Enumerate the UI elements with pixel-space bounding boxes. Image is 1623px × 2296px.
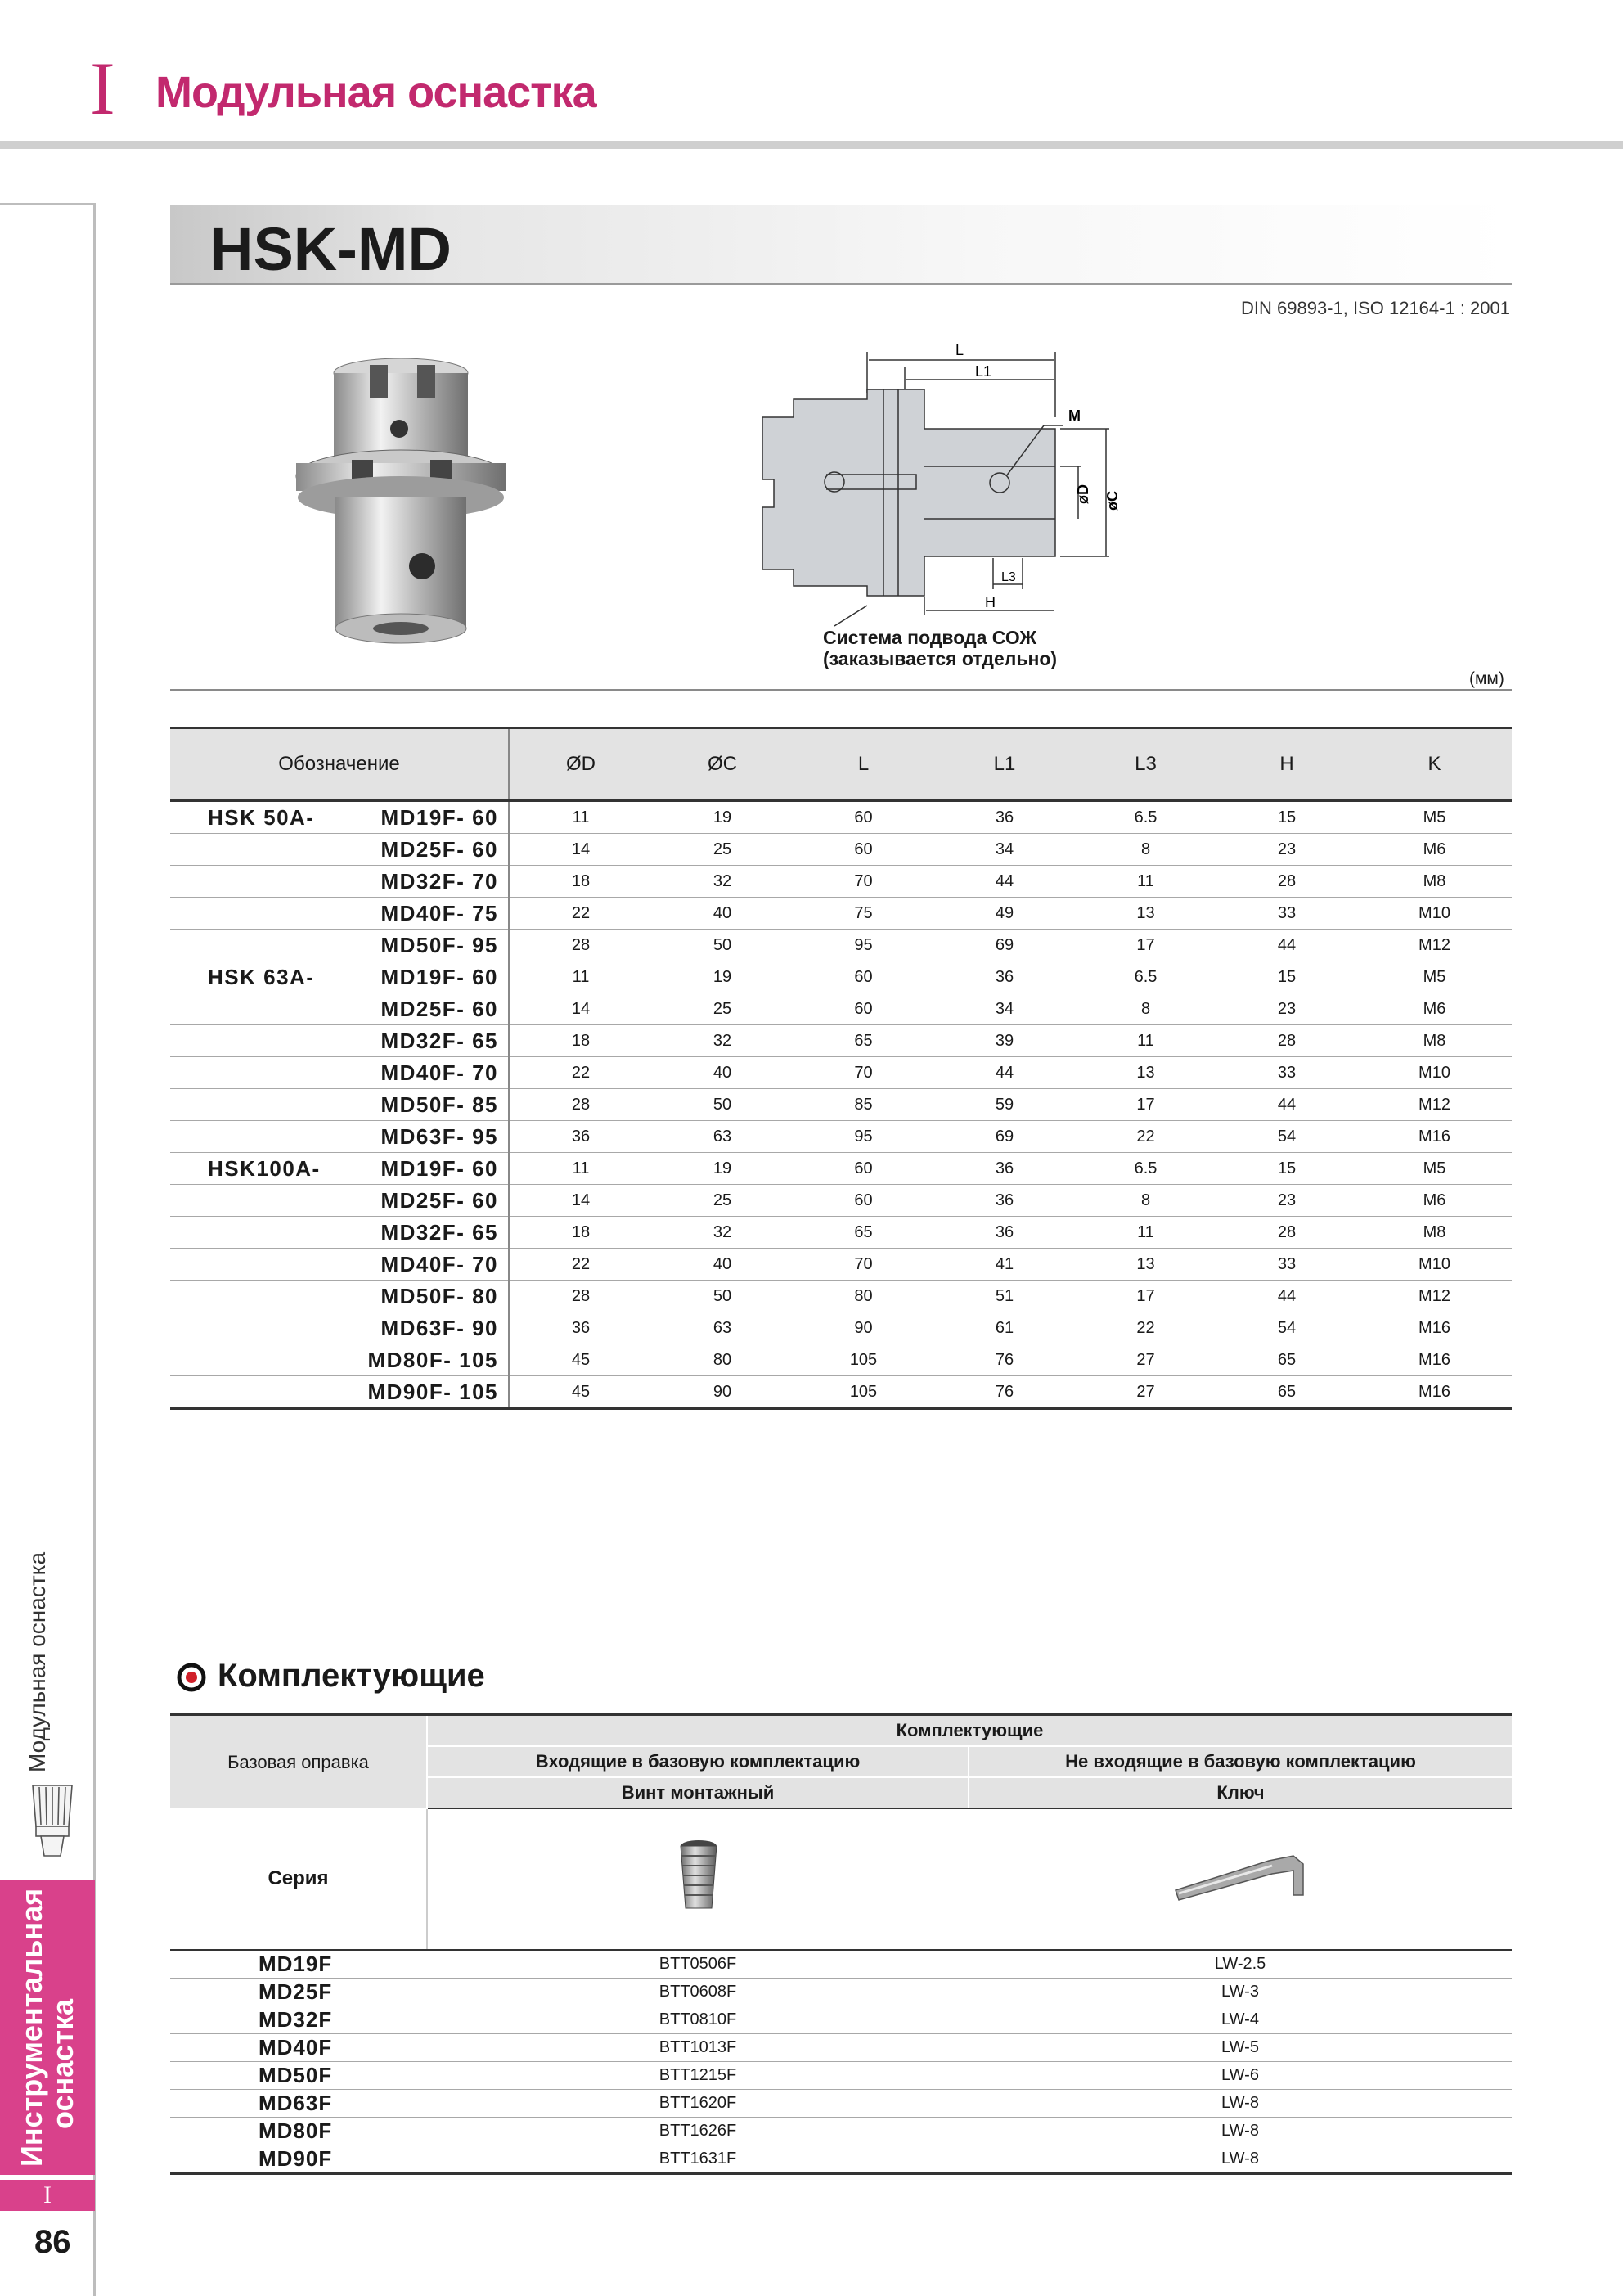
table-row [170,898,1512,930]
value-cell: 36 [934,1217,1075,1249]
value-cell: 45 [509,1344,652,1376]
designation-code: MD32F- 65 [380,1028,498,1053]
value-cell: 45 [509,1376,652,1409]
value-cell: 65 [1216,1376,1357,1409]
value-cell: 14 [509,1185,652,1217]
value-cell: 44 [1216,930,1357,961]
value-cell: 25 [652,1185,793,1217]
key-cell: LW-8 [969,2118,1512,2145]
value-cell: 44 [934,1057,1075,1089]
spec-header-0: Обозначение [170,728,509,801]
value-cell: 95 [793,930,934,961]
value-cell: 63 [652,1312,793,1344]
key-cell: LW-3 [969,1979,1512,2006]
screw-cell: BTT0810F [427,2006,969,2034]
table-row [170,961,1512,993]
value-cell: 33 [1216,1057,1357,1089]
list-item [170,2145,1512,2174]
designation-cell [170,1057,509,1089]
list-item [170,2062,1512,2090]
table-row [170,930,1512,961]
value-cell: 90 [793,1312,934,1344]
value-cell: 60 [793,993,934,1025]
screw-image-cell [427,1808,969,1950]
value-cell: 70 [793,1057,934,1089]
screw-cell: BTT0608F [427,1979,969,2006]
screw-cell: BTT1215F [427,2062,969,2090]
value-cell: 6.5 [1075,801,1216,834]
value-cell: 40 [652,1057,793,1089]
value-cell: 49 [934,898,1075,930]
series-label: Серия [170,1808,427,1950]
designation-code: MD19F- 60 [380,804,498,830]
value-cell: 65 [1216,1344,1357,1376]
value-cell: 27 [1075,1376,1216,1409]
value-cell: 70 [793,866,934,898]
table-row [170,801,1512,834]
group-header: Комплектующие [427,1715,1512,1747]
value-cell: 14 [509,993,652,1025]
value-cell: 22 [509,898,652,930]
value-cell: M16 [1357,1312,1512,1344]
value-cell: 13 [1075,898,1216,930]
value-cell: 85 [793,1089,934,1121]
designation-cell [170,1312,509,1344]
designation-cell [170,930,509,961]
value-cell: 44 [1216,1281,1357,1312]
designation-code: MD32F- 65 [380,1219,498,1245]
designation-code: MD90F- 105 [367,1379,498,1404]
value-cell: 22 [1075,1121,1216,1153]
value-cell: M12 [1357,1089,1512,1121]
designation-code: MD63F- 95 [380,1123,498,1149]
value-cell: 54 [1216,1312,1357,1344]
list-item [170,1950,1512,1979]
components-table [170,1713,1512,2175]
designation-prefix: HSK 63A- [208,964,315,989]
section-tab[interactable] [0,1880,95,2175]
screw-cell: BTT1626F [427,2118,969,2145]
value-cell: 40 [652,1249,793,1281]
value-cell: 60 [793,961,934,993]
standard-note: DIN 69893-1, ISO 12164-1 : 2001 [1241,298,1510,318]
value-cell: 11 [509,1153,652,1185]
series-cell: MD50F [170,2062,427,2090]
series-cell: MD25F [170,1979,427,2006]
table-row [170,1153,1512,1185]
value-cell: M8 [1357,1217,1512,1249]
value-cell: 34 [934,993,1075,1025]
value-cell: 11 [509,961,652,993]
key-header: Ключ [969,1777,1512,1808]
value-cell: 25 [652,993,793,1025]
designation-code: MD80F- 105 [367,1347,498,1372]
dim-M: M [1068,407,1081,424]
bullet-icon [177,1663,206,1692]
spec-header-5: L3 [1075,728,1216,801]
value-cell: 23 [1216,834,1357,866]
value-cell: 23 [1216,1185,1357,1217]
table-row [170,1249,1512,1281]
rail-top-line [0,203,95,205]
spec-header-1: ØD [509,728,652,801]
coolant-caption-line1: Система подвода СОЖ [823,627,1037,648]
value-cell: M12 [1357,1281,1512,1312]
dim-C: øC [1104,491,1121,511]
value-cell: M6 [1357,1185,1512,1217]
spec-header-6: H [1216,728,1357,801]
not-included-header: Не входящие в базовую комплектацию [969,1746,1512,1777]
value-cell: 23 [1216,993,1357,1025]
value-cell: 60 [793,801,934,834]
series-cell: MD90F [170,2145,427,2174]
value-cell: 65 [793,1025,934,1057]
value-cell: 70 [793,1249,934,1281]
value-cell: M8 [1357,866,1512,898]
value-cell: 6.5 [1075,1153,1216,1185]
value-cell: 11 [1075,1025,1216,1057]
unit-rule [170,689,1512,691]
designation-code: MD40F- 70 [380,1251,498,1276]
value-cell: 8 [1075,834,1216,866]
designation-cell [170,961,509,993]
designation-code: MD50F- 95 [380,932,498,957]
dim-H: H [985,594,996,610]
value-cell: 28 [509,930,652,961]
value-cell: 63 [652,1121,793,1153]
value-cell: 11 [1075,866,1216,898]
table-row [170,866,1512,898]
table-row [170,1121,1512,1153]
designation-code: MD40F- 75 [380,900,498,925]
designation-code: MD19F- 60 [380,1155,498,1181]
value-cell: 18 [509,866,652,898]
spec-header-3: L [793,728,934,801]
value-cell: 25 [652,834,793,866]
designation-code: MD25F- 60 [380,1187,498,1213]
designation-code: MD25F- 60 [380,836,498,862]
value-cell: M16 [1357,1344,1512,1376]
value-cell: 61 [934,1312,1075,1344]
value-cell: 39 [934,1025,1075,1057]
value-cell: 75 [793,898,934,930]
value-cell: 19 [652,961,793,993]
designation-cell [170,801,509,834]
value-cell: 32 [652,1025,793,1057]
section-tab-line2: оснастка [46,1999,79,2129]
value-cell: 17 [1075,930,1216,961]
list-item [170,1979,1512,2006]
value-cell: 69 [934,930,1075,961]
value-cell: 44 [934,866,1075,898]
coolant-caption-line2: (заказывается отдельно) [823,648,1058,669]
value-cell: M5 [1357,1153,1512,1185]
table-row [170,1057,1512,1089]
chapter-title: Модульная оснастка [155,68,596,117]
series-cell: MD40F [170,2034,427,2062]
value-cell: 80 [652,1344,793,1376]
value-cell: M10 [1357,898,1512,930]
key-cell: LW-8 [969,2090,1512,2118]
designation-prefix: HSK100A- [208,1155,321,1181]
designation-cell [170,1185,509,1217]
designation-cell [170,1121,509,1153]
base-header: Базовая оправка [170,1715,427,1809]
screw-icon [674,1838,723,1916]
value-cell: 65 [793,1217,934,1249]
page-number: 86 [34,2224,71,2260]
dim-D: øD [1075,484,1091,504]
designation-cell [170,866,509,898]
value-cell: 44 [1216,1089,1357,1121]
value-cell: 60 [793,1185,934,1217]
value-cell: 18 [509,1025,652,1057]
value-cell: 59 [934,1089,1075,1121]
spec-header-2: ØC [652,728,793,801]
key-cell: LW-8 [969,2145,1512,2174]
value-cell: 22 [1075,1312,1216,1344]
designation-code: MD32F- 70 [380,868,498,894]
value-cell: 28 [509,1281,652,1312]
value-cell: 14 [509,834,652,866]
value-cell: 80 [793,1281,934,1312]
value-cell: 15 [1216,1153,1357,1185]
product-title: HSK-MD [209,215,452,283]
value-cell: 17 [1075,1089,1216,1121]
value-cell: M16 [1357,1121,1512,1153]
value-cell: 36 [509,1312,652,1344]
designation-cell [170,1025,509,1057]
list-item [170,2034,1512,2062]
section-roman: I [0,2180,95,2211]
value-cell: 15 [1216,801,1357,834]
spec-table [170,727,1512,1410]
hex-key-icon [1171,1844,1310,1910]
designation-cell [170,1217,509,1249]
value-cell: 36 [934,1185,1075,1217]
table-row [170,834,1512,866]
list-item [170,2006,1512,2034]
key-cell: LW-4 [969,2006,1512,2034]
screw-cell: BTT1620F [427,2090,969,2118]
value-cell: 13 [1075,1249,1216,1281]
side-chapter-label: Модульная оснастка [25,1551,50,1772]
chapter-roman: I [90,47,115,130]
designation-code: MD50F- 85 [380,1092,498,1117]
value-cell: M5 [1357,801,1512,834]
value-cell: 36 [934,961,1075,993]
value-cell: M10 [1357,1249,1512,1281]
designation-cell [170,1089,509,1121]
value-cell: 41 [934,1249,1075,1281]
value-cell: 60 [793,834,934,866]
designation-cell [170,834,509,866]
value-cell: 36 [934,1153,1075,1185]
designation-cell [170,1344,509,1376]
value-cell: 28 [1216,1025,1357,1057]
value-cell: 33 [1216,898,1357,930]
value-cell: 32 [652,1217,793,1249]
header-rule [0,141,1623,149]
dim-L3: L3 [1001,570,1016,584]
designation-cell [170,1249,509,1281]
designation-cell [170,1281,509,1312]
value-cell: 32 [652,866,793,898]
table-row [170,1089,1512,1121]
screw-cell: BTT0506F [427,1950,969,1979]
table-row [170,1185,1512,1217]
dim-L1: L1 [975,363,992,380]
screw-cell: BTT1631F [427,2145,969,2174]
value-cell: 13 [1075,1057,1216,1089]
key-cell: LW-5 [969,2034,1512,2062]
value-cell: 8 [1075,1185,1216,1217]
value-cell: 28 [1216,866,1357,898]
list-item [170,2118,1512,2145]
value-cell: 15 [1216,961,1357,993]
series-cell: MD63F [170,2090,427,2118]
designation-code: MD40F- 70 [380,1060,498,1085]
designation-code: MD63F- 90 [380,1315,498,1340]
value-cell: 27 [1075,1344,1216,1376]
value-cell: M8 [1357,1025,1512,1057]
value-cell: 33 [1216,1249,1357,1281]
table-row [170,1025,1512,1057]
value-cell: 54 [1216,1121,1357,1153]
value-cell: 28 [1216,1217,1357,1249]
value-cell: 19 [652,801,793,834]
value-cell: 105 [793,1376,934,1409]
table-row [170,1217,1512,1249]
value-cell: 8 [1075,993,1216,1025]
value-cell: 19 [652,1153,793,1185]
value-cell: 11 [509,801,652,834]
included-header: Входящие в базовую комплектацию [427,1746,969,1777]
value-cell: 18 [509,1217,652,1249]
series-cell: MD32F [170,2006,427,2034]
spec-header-4: L1 [934,728,1075,801]
key-cell: LW-2.5 [969,1950,1512,1979]
value-cell: 6.5 [1075,961,1216,993]
series-cell: MD80F [170,2118,427,2145]
value-cell: 51 [934,1281,1075,1312]
spec-header-7: K [1357,728,1512,801]
value-cell: 17 [1075,1281,1216,1312]
table-row [170,993,1512,1025]
value-cell: 50 [652,1281,793,1312]
designation-code: MD50F- 80 [380,1283,498,1308]
value-cell: 36 [934,801,1075,834]
value-cell: 76 [934,1344,1075,1376]
value-cell: M6 [1357,834,1512,866]
designation-code: MD19F- 60 [380,964,498,989]
designation-cell [170,993,509,1025]
value-cell: M5 [1357,961,1512,993]
unit-label: (мм) [1469,669,1504,688]
list-item [170,2090,1512,2118]
value-cell: 95 [793,1121,934,1153]
value-cell: 28 [509,1089,652,1121]
value-cell: 69 [934,1121,1075,1153]
value-cell: M12 [1357,930,1512,961]
designation-cell [170,1376,509,1409]
series-cell: MD19F [170,1950,427,1979]
value-cell: 22 [509,1057,652,1089]
value-cell: 36 [509,1121,652,1153]
value-cell: 60 [793,1153,934,1185]
table-row [170,1344,1512,1376]
designation-code: MD25F- 60 [380,996,498,1021]
value-cell: 50 [652,1089,793,1121]
designation-cell [170,898,509,930]
screw-cell: BTT1013F [427,2034,969,2062]
coolant-caption [823,627,1057,669]
value-cell: 76 [934,1376,1075,1409]
key-image-cell [969,1808,1512,1950]
table-row [170,1312,1512,1344]
value-cell: 90 [652,1376,793,1409]
value-cell: M10 [1357,1057,1512,1089]
screw-header: Винт монтажный [427,1777,969,1808]
value-cell: M6 [1357,993,1512,1025]
designation-cell [170,1153,509,1185]
key-cell: LW-6 [969,2062,1512,2090]
value-cell: 34 [934,834,1075,866]
table-row [170,1376,1512,1409]
collet-icon [28,1781,77,1859]
table-row [170,1281,1512,1312]
value-cell: M16 [1357,1376,1512,1409]
value-cell: 105 [793,1344,934,1376]
components-title: Комплектующие [218,1658,485,1694]
value-cell: 40 [652,898,793,930]
designation-prefix: HSK 50A- [208,804,315,830]
tool-holder-image [294,353,507,648]
section-tab-line1: Инструментальная [15,1888,48,2167]
value-cell: 22 [509,1249,652,1281]
dim-L: L [955,344,964,358]
value-cell: 50 [652,930,793,961]
value-cell: 11 [1075,1217,1216,1249]
